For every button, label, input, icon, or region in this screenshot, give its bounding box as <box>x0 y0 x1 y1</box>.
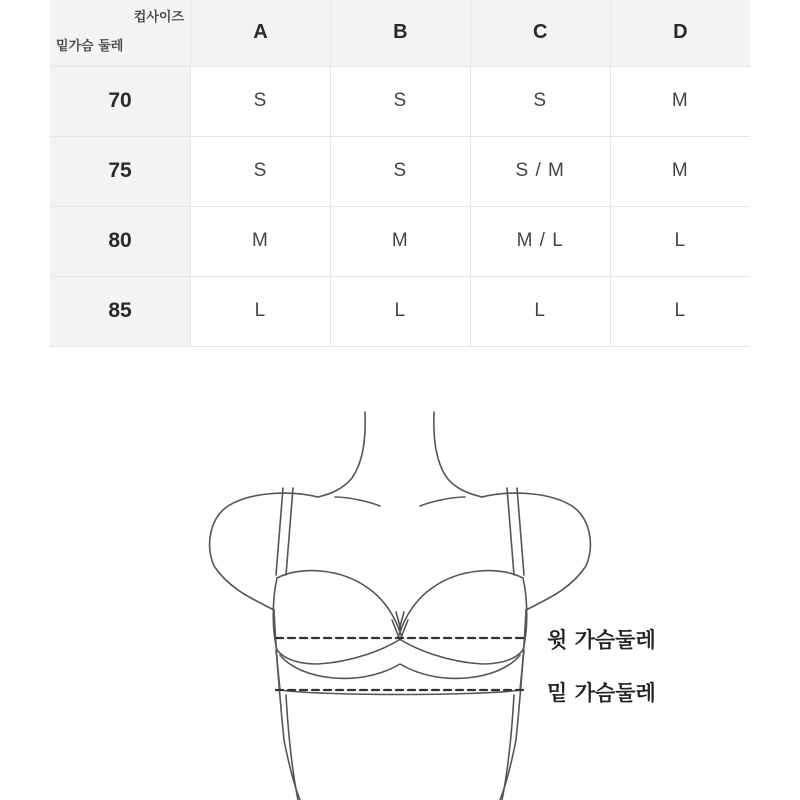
right-shoulder-outline <box>482 493 590 610</box>
torso-left <box>286 695 298 800</box>
size-cell: L <box>674 230 687 251</box>
table-row <box>50 66 750 136</box>
collarbone-outline <box>420 497 465 506</box>
right-strap <box>507 488 514 575</box>
size-cell: M / L <box>470 206 610 276</box>
table-row <box>50 206 750 276</box>
table-corner-cell <box>50 0 191 66</box>
table-row <box>50 276 750 346</box>
torso-right <box>502 695 514 800</box>
size-cell: L <box>330 276 470 346</box>
size-cell: S <box>330 136 470 206</box>
band-side <box>520 650 524 690</box>
cup-size-axis-label: 컵사이즈 <box>133 10 184 25</box>
size-cell: S <box>330 66 470 136</box>
band-side <box>276 650 280 690</box>
cup-header-a: A <box>191 0 331 66</box>
size-cell: M <box>191 206 331 276</box>
left-cup <box>273 571 402 664</box>
left-strap <box>276 488 283 575</box>
size-cell: L <box>470 276 610 346</box>
bust-measurement-illustration <box>0 400 800 800</box>
size-cell: L <box>191 276 331 346</box>
size-cell: S <box>191 136 331 206</box>
right-strap <box>517 488 524 575</box>
left-shoulder-outline <box>210 493 318 610</box>
neck-outline <box>318 412 365 497</box>
underbust-value: 75 <box>50 136 191 206</box>
cup-header-c: C <box>470 0 610 66</box>
size-cell: M <box>330 206 470 276</box>
cup-header-d: D <box>673 21 688 44</box>
table-header-row <box>50 0 750 66</box>
upper-bust-label: 윗 가슴둘레 <box>547 628 656 652</box>
underbust-axis-label: 밑가슴 둘레 <box>56 38 124 54</box>
collarbone-outline <box>335 497 380 506</box>
size-cell: L <box>674 300 687 321</box>
table-row <box>50 136 750 206</box>
underbust-value: 70 <box>50 66 191 136</box>
underwire <box>280 655 520 678</box>
size-cell: M <box>671 90 689 111</box>
under-bust-label: 밑 가슴둘레 <box>547 681 656 705</box>
right-cup <box>398 571 527 664</box>
size-cell: M <box>671 160 689 181</box>
left-strap <box>286 488 293 575</box>
size-cell: S / M <box>470 136 610 206</box>
size-chart-table <box>50 0 750 347</box>
size-cell: S <box>191 66 331 136</box>
cup-header-b: B <box>330 0 470 66</box>
underbust-value: 85 <box>50 276 191 346</box>
size-cell: S <box>470 66 610 136</box>
neck-outline <box>434 412 482 497</box>
underbust-value: 80 <box>50 206 191 276</box>
